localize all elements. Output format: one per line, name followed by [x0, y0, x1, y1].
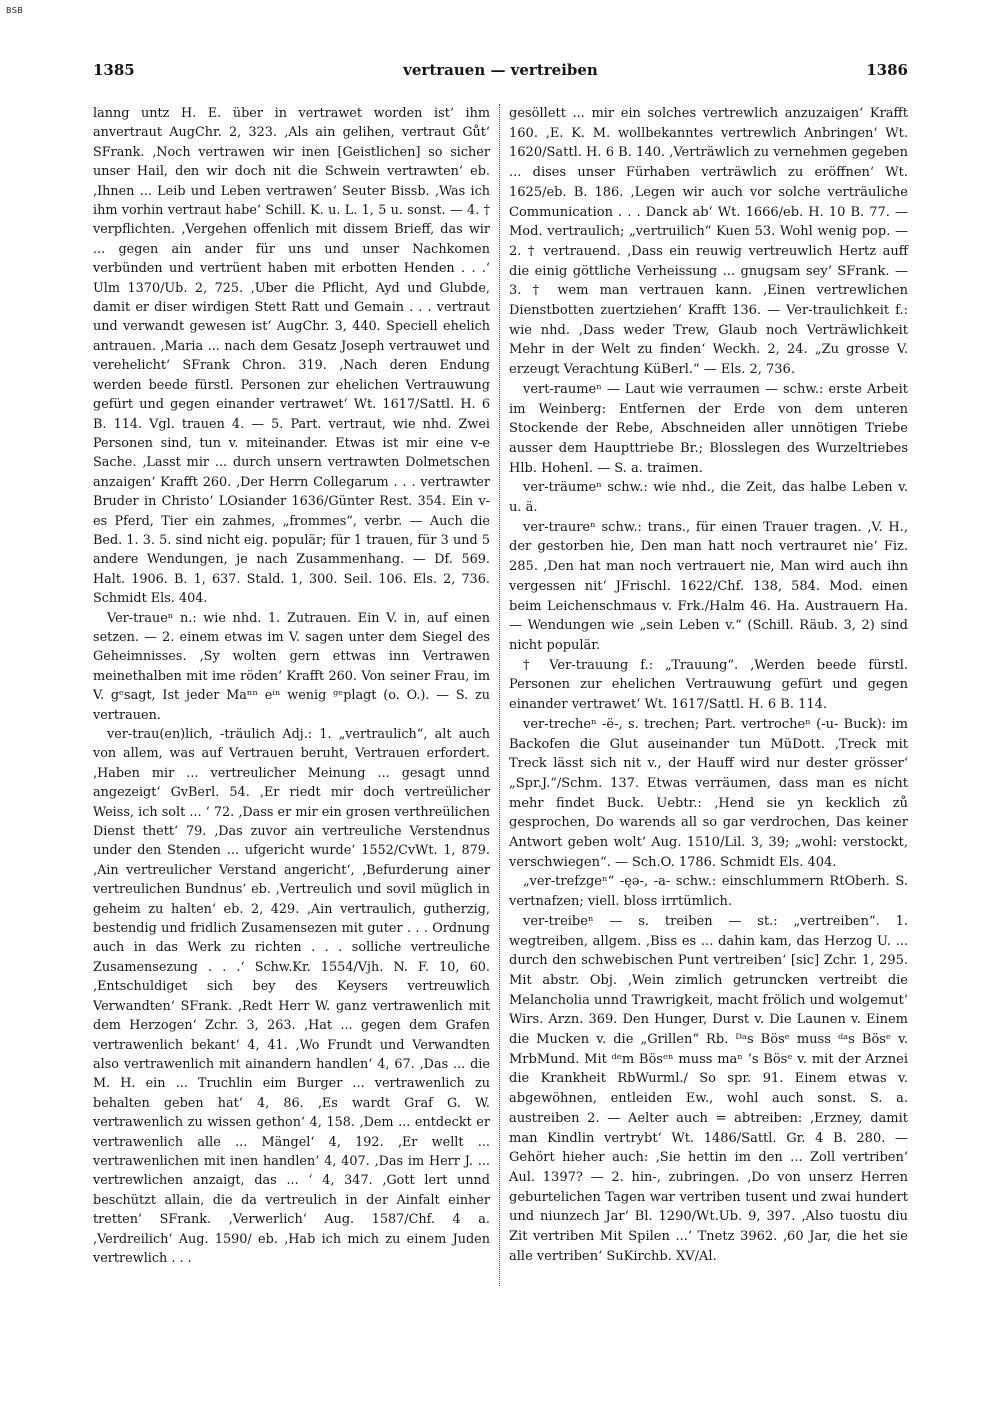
entry-paragraph: † Ver-trauung f.: „Trauung“. ‚Werden beede fürstl. Personen zur ehelichen Vertrauwung gefürt und gegen einander vertrawet‘ Wt. 1617/Sattl. H. 6 B. 114.	[509, 657, 908, 713]
entry-paragraph: ver-träumeⁿ schw.: wie nhd., die Zeit, das halbe Leben v. u. ä.	[509, 480, 908, 516]
entry-paragraph: ver-trau(en)lich, -träulich Adj.: 1. „vertraulich“, alt auch von allem, was auf Vertrauen beruht, Vertrauen erfordert. ‚Haben mir ... vertreulicher Meinung ... gesagt unnd angezeigt‘ GvBerl. 54. ‚Er riedt mir doch vertreülicher Weiss, ich solt ... ‘ 72. ‚Dass er mir ein grosen verthreülichen Dienst thett‘ 79. ‚Das zuvor ain vertreuliche Verstendnus under den Stenden ... ufgericht wurde‘ 1552/CvWt. 1, 879. ‚Ain vertreulicher Verstand angericht‘, ‚Befurderung ainer vertreulichen Bundnus‘ eb. ‚Vertreulich und sovil müglich in geheim zu halten‘ eb. 2, 429. ‚Ain vertraulich, gutherzig, bestendig und fridlich Zusamensezen mit guter . . . Ordnung auch in das Werk zu richten . . . solliche vertreuliche Zusamensezung . . .‘ Schw.Kr. 1554/Vjh. N. F. 10, 60. ‚Entschuldiget sich bey des Keysers vertreuwlich Verwandten‘ SFrank. ‚Redt Herr W. ganz vertrawenlich mit dem Herzogen‘ Zchr. 3, 263. ‚Hat ... gegen dem Grafen vertrawenlich bekant‘ 4, 41. ‚Wo Frundt und Verwandten also vertrawenlich mit ainandern handlen‘ 4, 67. ‚Das ... die M. H. ein ... Truchlin eim Burger ... vertrawenlich zu behalten geben hat‘ 4, 86. ‚Es wardt Graf G. W. vertrawenlich zu wissen gethon‘ 4, 158. ‚Dem ... entdeckt er vertrawenlich alle ... Mängel‘ 4, 192. ‚Er wellt ... vertrawenlichen mit inen handlen‘ 4, 407. ‚Das im Herr J. ... vertrewlichen anzaigt, das ... ‘ 4, 347. ‚Gott lert unnd beschützt allain, die da vertreulich in der Ainfalt einher tretten‘ SFrank. ‚Verwerlich‘ Aug. 1587/Chf. 4 a. ‚Verdreilich‘ Aug. 1590/ eb. ‚Hab ich mich zu einem Juden vertrewlich . . .	[93, 727, 490, 1266]
entry-paragraph: ver-traureⁿ schw.: trans., für einen Trauer tragen. ‚V. H., der gestorben hie, Den man hatt noch vertrauret nie‘ Fiz. 285. ‚Den hat man noch vertrauert nie, Man wird auch ihn vergessen nit‘ JFrischl. 1622/Chf. 138, 584. Mod. einen beim Leichenschmaus v. Frk./Halm 46. Ha. Austrauern Ha. — Wendungen wie „sein Leben v.“ (Schill. Räub. 3, 2) sind nicht populär.	[509, 519, 908, 653]
entry-paragraph: „ver-trefzgeⁿ“ -ęǝ-, -a- schw.: einschlummern RtOberh. S. vertnafzen; viell. bloss irrtümlich.	[509, 874, 908, 910]
right-column	[509, 104, 908, 1266]
page-number-left: 1385	[93, 61, 135, 79]
column-divider	[499, 104, 500, 1286]
running-title: vertrauen — vertreiben	[403, 61, 598, 79]
entry-paragraph: vert-raumeⁿ — Laut wie verraumen — schw.: erste Arbeit im Weinberg: Entfernen der Erde von dem unteren Stockende der Rebe, Abschneiden aller unnötigen Triebe ausser dem Haupttriebe Br.; Blosslegen des Wurzeltriebes Hlb. Hohenl. — S. a. traimen.	[509, 381, 908, 476]
entry-paragraph: lanng untz H. E. über in vertrawet worden ist‘ ihm anvertraut AugChr. 2, 323. ‚Als ain gelihen, vertraut Gůt‘ SFrank. ‚Noch vertrawen wir inen [Geistlichen] so sicher unser Hail, den wir doch nit die Schwein vertrawten‘ eb. ‚Ihnen ... Leib und Leben vertrawen‘ Seuter Bissb. ‚Was ich ihm vorhin vertraut habe‘ Schill. K. u. L. 1, 5 u. sonst. — 4. † verpflichten. ‚Vergehen offenlich mit dissem Brieff, das wir ... gegen ain ander für uns und unser Nachkomen verbünden und vertrüent haben mit erbotten Henden . . .‘ Ulm 1370/Ub. 2, 725. ‚Uber die Pflicht, Ayd und Glubde, damit er diser wirdigen Stett Ratt und Gemain . . . vertraut und verwandt gewesen ist‘ AugChr. 3, 440. Speciell ehelich antrauen. ‚Maria ... nach dem Gesatz Joseph vertrauwet und verehelicht‘ SFrank Chron. 319. ‚Nach deren Endung werden beede fürstl. Personen zur ehelichen Vertrauwung gefürt und gegen einander vertrawet‘ Wt. 1617/Sattl. H. 6 B. 114. Vgl. trauen 4. — 5. Part. vertraut, wie nhd. Zwei Personen sind, tun v. miteinander. Etwas ist mir eine v-e Sache. ‚Lasst mir ... durch unsern vertrawten Dolmetschen anzaigen‘ Krafft 260. ‚Der Herrn Collegarum . . . vertrawter Bruder in Christo‘ LOsiander 1636/Günter Rest. 354. Ein v-es Pferd, Tier ein zahmes, „frommes“, verbr. — Auch die Bed. 1. 3. 5. sind nicht eig. populär; für 1 trauen, für 3 und 5 andere Wendungen, je nach Zusammenhang. — Df. 569. Halt. 1906. B. 1, 637. Stald. 1, 300. Seil. 106. Els. 2, 736. Schmidt Els. 404.	[93, 106, 490, 607]
entry-paragraph: gesöllett ... mir ein solches vertrewlich anzuzaigen‘ Krafft 160. ‚E. K. M. wollbekanntes vertrewlich Anbringen‘ Wt. 1620/Sattl. H. 6 B. 140. ‚Verträwlich zu vernehmen gegeben ... dises unser Fürhaben verträwlich zu eröffnen‘ Wt. 1625/eb. B. 186. ‚Legen wir auch vor solche verträuliche Communication . . . Danck ab‘ Wt. 1666/eb. H. 10 B. 77. — Mod. vertraulich; „vertruilich“ Kuen 53. Wohl wenig pop. — 2. † vertrauend. ‚Dass ein reuwig vertreuwlich Hertz auff die einig göttliche Verheissung ... gnugsam sey‘ SFrank. — 3. † wem man vertrauen kann. ‚Einen vertrewlichen Dienstbotten zuertziehen‘ Krafft 136. — Ver-traulichkeit f.: wie nhd. ‚Dass weder Trew, Glaub noch Verträwlichkeit Mehr in der Welt zu finden‘ Weckh. 2, 24. „Zu grosse V. erzeugt Verachtung KüBerl.“ — Els. 2, 736.	[509, 106, 908, 378]
entry-paragraph: ver-treibeⁿ — s. treiben — st.: „vertreiben“. 1. wegtreiben, allgem. ‚Biss es ... dahin kam, das Herzog U. ... durch den schwebischen Punt vertreiben‘ [sic] Zchr. 1, 295. Mit abstr. Obj. ‚Wein zimlich getruncken vertreibt die Melancholia unnd Trawrigkeit, macht frölich und wolgemut‘ Wirs. Arzn. 369. Den Hunger, Durst v. Die Launen v. Einem die Mucken v. die „Grillen“ Rb. ᴰᵃs Bösᵉ muss ᵈᵃs Bösᵉ v. MrbMund. Mit ᵈᵉm Bösᵉⁿ muss maⁿ ’s Bösᵉ v. mit der Arznei die Krankheit RbWurml./ So spr. 91. Einem etwas v. abgewöhnen, entleiden Ew., wohl auch sonst. S. a. austreiben 2. — Aelter auch = abtreiben: ‚Erzney, damit man Kindlin vertrybt‘ Wt. 1486/Sattl. Gr. 4 B. 280. — Gehört hieher auch: ‚Sie hettin im den ... Zoll vertriben‘ Aul. 1397? — 2. hin-, zubringen. ‚Do von unserz Herren geburtelichen Tagen war vertriben tusent und zwai hundert und niunzech Jar‘ Bl. 1290/Wt.Ub. 9, 397. ‚Also tuostu diu Zit vertriben Mit Spilen ...‘ Tnetz 3962. ‚60 Jar, die het sie alle vertriben‘ SuKirchb. XV/Al.	[509, 913, 908, 1264]
entry-paragraph: ver-trecheⁿ -ë-, s. trechen; Part. vertrocheⁿ (-u- Buck): im Backofen die Glut auseinander tun MüDott. ‚Treck mit Treck lässt sich nit v., der Hauff wird nur dester grösser‘ „Spr.J.“/Schm. 137. Etwas verräumen, dass man es nicht mehr findet Buck. Uebtr.: ‚Hend sie yn kecklich zů gesprochen, Do warends all so gar verdrochen, Das keiner Antwort geben wolt‘ Aug. 1510/Lil. 3, 39; „wohl: verstockt, verschwiegen“. — Sch.O. 1786. Schmidt Els. 404.	[509, 716, 908, 870]
left-column	[93, 104, 490, 1268]
entry-paragraph: Ver-traueⁿ n.: wie nhd. 1. Zutrauen. Ein V. in, auf einen setzen. — 2. einem etwas im V. sagen unter dem Siegel des Geheimnisses. ‚Sy wolten gern ettwas inn Vertrawen meinethalben mit ime röden‘ Krafft 260. Von seiner Frau, im V. gᵉsagt, Ist jeder Maⁿⁿ eⁱⁿ wenig ᵍᵉplagt (o. O.). — S. zu vertrauen.	[93, 610, 490, 723]
library-watermark: BSB	[6, 6, 24, 15]
page-header	[93, 61, 908, 83]
page-number-right: 1386	[866, 61, 908, 79]
